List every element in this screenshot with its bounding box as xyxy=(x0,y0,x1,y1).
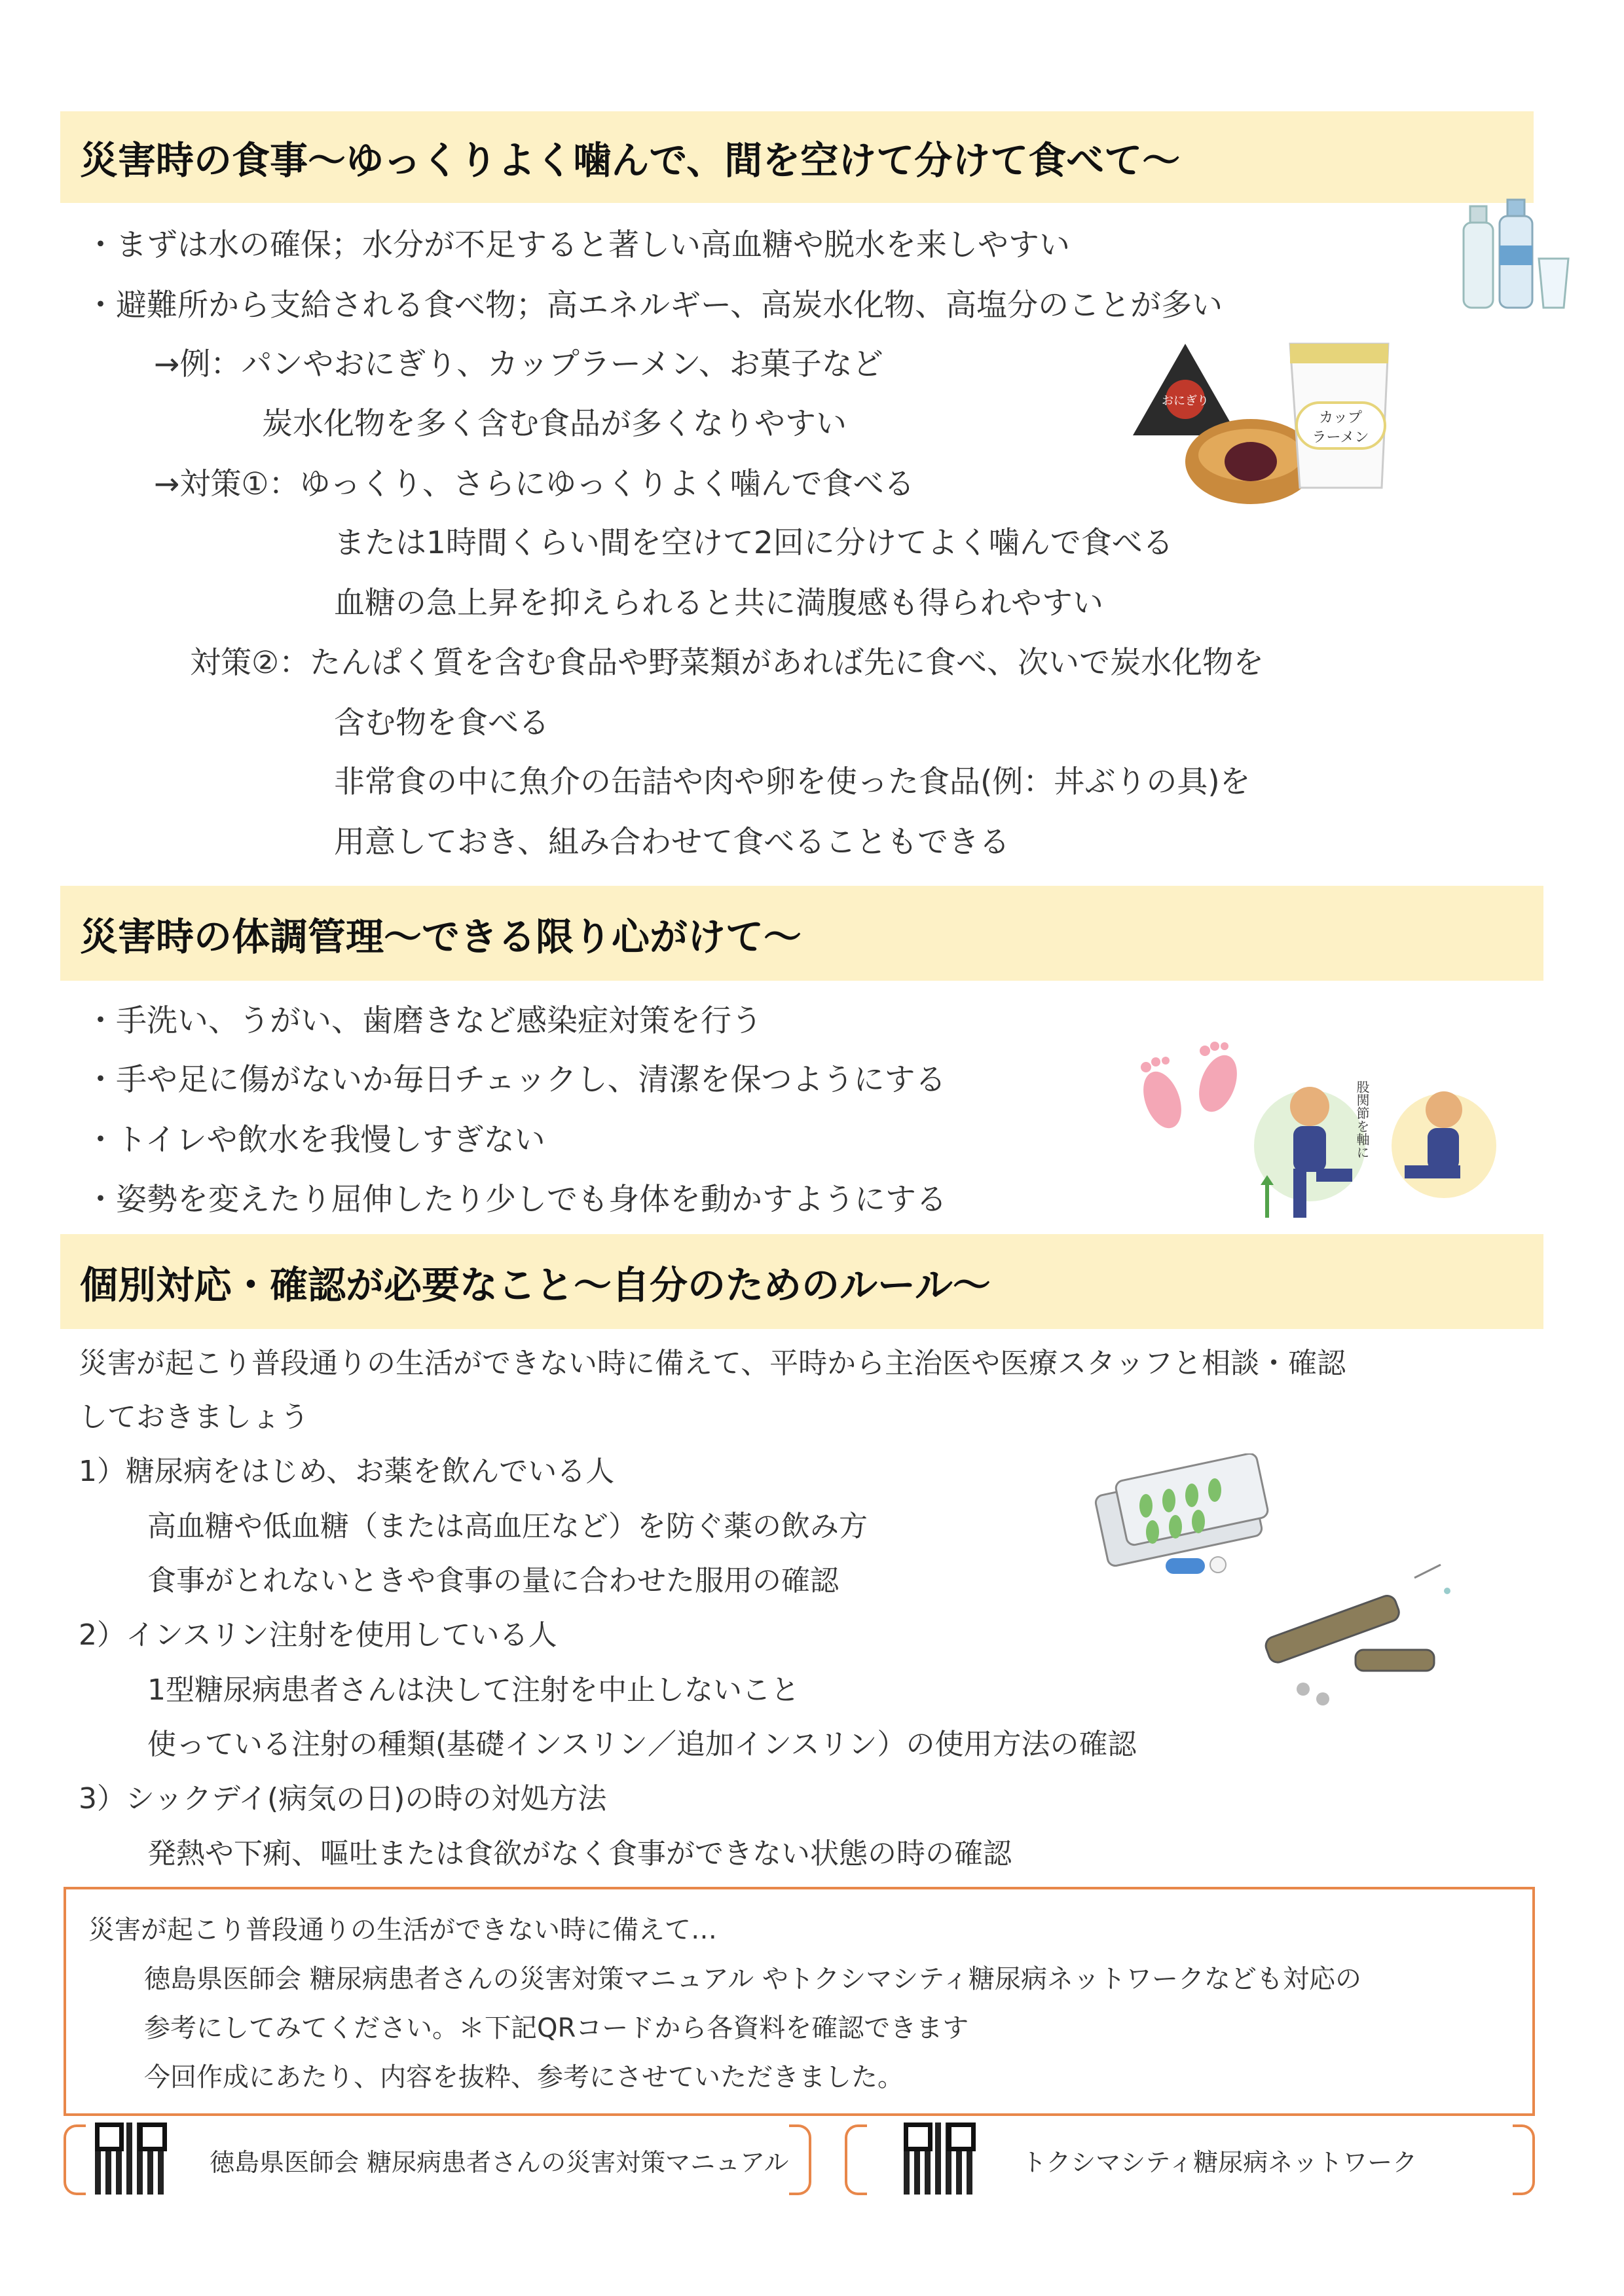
section-heading-rules: 個別対応・確認が必要なこと〜自分のためのルール〜 xyxy=(60,1234,1543,1329)
qr-code-icon[interactable] xyxy=(904,2123,976,2195)
insulin-pen-icon xyxy=(1257,1558,1454,1709)
reference-link-manual[interactable]: 徳島県医師会 糖尿病患者さんの災害対策マニュアル xyxy=(210,2148,789,2177)
cup-label-1: カップ xyxy=(1319,410,1362,426)
list-item: 含む物を食べる xyxy=(334,705,549,741)
list-item: 3）シックデイ(病気の日)の時の対処方法 xyxy=(79,1782,607,1815)
list-item: 食事がとれないときや食事の量に合わせた服用の確認 xyxy=(147,1564,839,1597)
note-line: 今回作成にあたり、内容を抜粋、参考にさせていただきました。 xyxy=(144,2062,904,2092)
reference-bracket-right xyxy=(789,2124,811,2195)
list-item: 炭水化物を多く含む食品が多くなりやすい xyxy=(262,406,847,442)
list-item: ・姿勢を変えたり屈伸したり少しでも身体を動かすようにする xyxy=(85,1182,947,1218)
exercise-label: 股関節を軸に xyxy=(1354,1080,1370,1159)
list-item: 非常食の中に魚介の缶詰や肉や卵を使った食品(例：丼ぶりの具)を xyxy=(334,764,1251,800)
note-line: 参考にしてみてください。＊下記QRコードから各資料を確認できます xyxy=(144,2013,969,2043)
list-item: 血糖の急上昇を抑えられると共に満腹感も得られやすい xyxy=(334,585,1103,621)
list-item: 発熱や下痢、嘔吐または食欲がなく食事ができない状態の時の確認 xyxy=(147,1837,1012,1870)
reference-bracket-left xyxy=(845,2124,867,2195)
list-item: ・手や足に傷がないか毎日チェックし、清潔を保つようにする xyxy=(85,1062,946,1098)
qr-code-icon[interactable] xyxy=(95,2123,167,2195)
list-item: 2）インスリン注射を使用している人 xyxy=(79,1618,557,1652)
reference-bracket-left xyxy=(64,2124,86,2195)
reference-link-network[interactable]: トクシマシティ糖尿病ネットワーク xyxy=(1022,2148,1418,2177)
list-item: 使っている注射の種類(基礎インスリン／追加インスリン）の使用方法の確認 xyxy=(147,1728,1137,1761)
list-item: しておきましょう xyxy=(79,1400,309,1434)
reference-bracket-right xyxy=(1513,2124,1535,2195)
list-item: →対策①：ゆっくり、さらにゆっくりよく噛んで食べる xyxy=(154,466,915,502)
list-item: →例：パンやおにぎり、カップラーメン、お菓子など xyxy=(154,346,883,382)
cup-label-2: ラーメン xyxy=(1312,429,1369,446)
list-item: 1）糖尿病をはじめ、お薬を飲んでいる人 xyxy=(79,1455,615,1488)
footprints-icon xyxy=(1126,1034,1251,1139)
list-item: ・避難所から支給される食べ物；高エネルギー、高炭水化物、高塩分のことが多い xyxy=(85,287,1223,323)
pills-icon xyxy=(1087,1453,1270,1584)
note-line: 災害が起こり普段通りの生活ができない時に備えて… xyxy=(88,1915,717,1945)
list-item: ・まずは水の確保；水分が不足すると著しい高血糖や脱水を来しやすい xyxy=(85,227,1070,263)
exercise-illustration-icon xyxy=(1254,1061,1496,1231)
list-item: または1時間くらい間を空けて2回に分けてよく噛んで食べる xyxy=(334,525,1173,561)
list-item: 対策②：たんぱく質を含む食品や野菜類があれば先に食べ、次いで炭水化物を xyxy=(190,645,1264,681)
list-item: ・手洗い、うがい、歯磨きなど感染症対策を行う xyxy=(85,1003,762,1039)
note-line: 徳島県医師会 糖尿病患者さんの災害対策マニュアル やトクシマシティ糖尿病ネットワークなども対応の xyxy=(144,1964,1362,1994)
food-illustration-icon xyxy=(1126,337,1401,507)
water-bottles-icon xyxy=(1454,196,1578,314)
list-item: 高血糖や低血糖（または高血圧など）を防ぐ薬の飲み方 xyxy=(147,1510,868,1543)
list-item: 用意しておき、組み合わせて食べることもできる xyxy=(334,824,1010,860)
onigiri-label: おにぎり xyxy=(1162,394,1209,408)
section-heading-health: 災害時の体調管理〜できる限り心がけて〜 xyxy=(60,886,1543,981)
list-item: 災害が起こり普段通りの生活ができない時に備えて、平時から主治医や医療スタッフと相談・確認 xyxy=(79,1347,1346,1380)
section-heading-meals: 災害時の食事〜ゆっくりよく噛んで、間を空けて分けて食べて〜 xyxy=(60,111,1534,203)
list-item: ・トイレや飲水を我慢しすぎない xyxy=(85,1122,545,1158)
list-item: 1型糖尿病患者さんは決して注射を中止しないこと xyxy=(147,1673,800,1707)
